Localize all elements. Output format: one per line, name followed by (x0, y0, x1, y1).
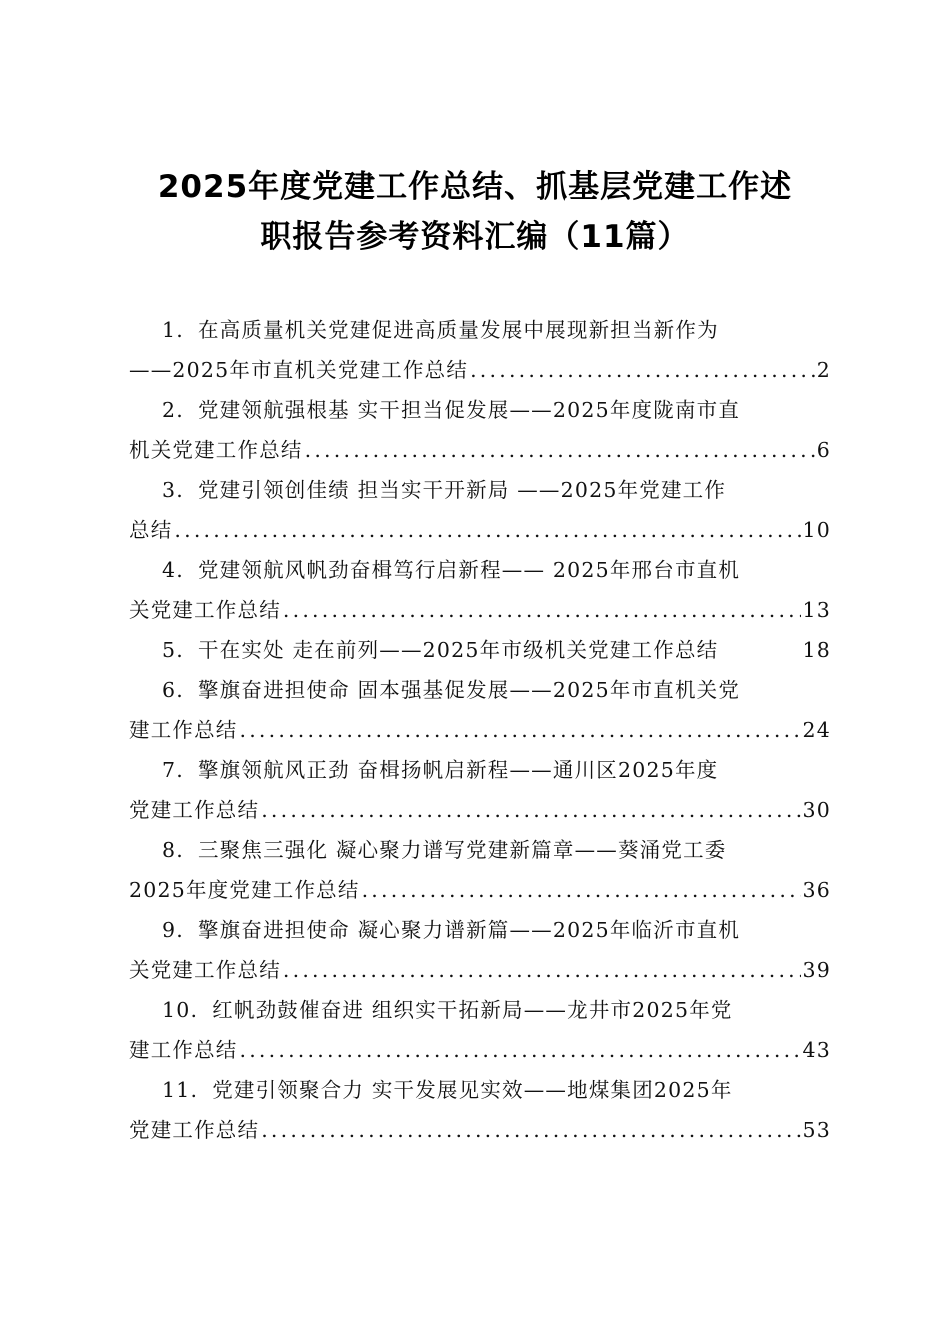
toc-entry-title-line2: 机关党建工作总结 (129, 438, 303, 462)
toc-entry-page: 18 (802, 638, 831, 662)
toc-entry-number: 10. (162, 998, 199, 1022)
toc-entry-page: 30 (802, 798, 831, 822)
toc-entry-title-line2: 建工作总结 (129, 718, 238, 742)
toc-entry-page: 10 (802, 518, 831, 542)
toc-entry-number: 6. (162, 678, 184, 702)
toc-entry-1[interactable] (129, 310, 831, 390)
dot-leader (240, 710, 801, 750)
toc-entry-title-line2: 关党建工作总结 (129, 958, 281, 982)
toc-entry-3[interactable] (129, 470, 831, 550)
toc-entry-title-line1: 擎旗领航风正劲 奋楫扬帆启新程——通川区2025年度 (197, 758, 719, 782)
dot-leader (283, 950, 801, 990)
dot-leader (261, 790, 800, 830)
toc-entry-page: 6 (816, 438, 831, 462)
toc-entry-number: 3. (162, 478, 184, 502)
toc-entry-number: 8. (162, 838, 184, 862)
toc-entry-page: 2 (816, 358, 831, 382)
toc-entry-5[interactable] (129, 630, 831, 670)
dot-leader (174, 510, 800, 550)
toc-entry-number: 11. (162, 1078, 199, 1102)
table-of-contents (129, 310, 831, 1150)
toc-entry-title-line2: 总结 (129, 518, 173, 542)
toc-entry-title-line1: 在高质量机关党建促进高质量发展中展现新担当新作为 (197, 318, 719, 342)
toc-entry-number: 9. (162, 918, 184, 942)
toc-entry-7[interactable] (129, 750, 831, 830)
toc-entry-number: 1. (162, 318, 184, 342)
toc-entry-9[interactable] (129, 910, 831, 990)
dot-leader (470, 350, 815, 390)
toc-entry-11[interactable] (129, 1070, 831, 1150)
toc-entry-title-line1: 擎旗奋进担使命 固本强基促发展——2025年市直机关党 (197, 678, 741, 702)
toc-entry-title-line1: 党建引领聚合力 实干发展见实效——地煤集团2025年 (212, 1078, 733, 1102)
dot-leader (305, 430, 815, 470)
toc-entry-title-line2: 2025年度党建工作总结 (129, 878, 360, 902)
toc-entry-title-line1: 干在实处 走在前列——2025年市级机关党建工作总结 (197, 638, 719, 662)
toc-entry-page: 43 (802, 1038, 831, 1062)
dot-leader (283, 590, 801, 630)
toc-entry-title-line1: 擎旗奋进担使命 凝心聚力谱新篇——2025年临沂市直机 (197, 918, 741, 942)
toc-entry-number: 4. (162, 558, 184, 582)
toc-entry-4[interactable] (129, 550, 831, 630)
dot-leader (362, 870, 801, 910)
toc-entry-10[interactable] (129, 990, 831, 1070)
toc-entry-title-line2: ——2025年市直机关党建工作总结 (129, 358, 469, 382)
dot-leader (261, 1110, 800, 1150)
toc-entry-title-line2: 党建工作总结 (129, 798, 260, 822)
toc-entry-title-line1: 三聚焦三强化 凝心聚力谱写党建新篇章——葵涌党工委 (197, 838, 727, 862)
toc-entry-page: 13 (802, 598, 831, 622)
toc-entry-title-line1: 党建领航风帆劲奋楫笃行启新程—— 2025年邢台市直机 (197, 558, 741, 582)
toc-entry-page: 36 (802, 878, 831, 902)
toc-entry-title-line2: 党建工作总结 (129, 1118, 260, 1142)
toc-entry-title-line1: 红帆劲鼓催奋进 组织实干拓新局——龙井市2025年党 (212, 998, 733, 1022)
toc-entry-page: 39 (802, 958, 831, 982)
document-title (100, 162, 850, 262)
toc-entry-number: 5. (162, 638, 184, 662)
toc-entry-page: 53 (802, 1118, 831, 1142)
title-line-1: 2025年度党建工作总结、抓基层党建工作述 (157, 169, 793, 205)
toc-entry-title-line1: 党建领航强根基 实干担当促发展——2025年度陇南市直 (197, 398, 741, 422)
toc-entry-2[interactable] (129, 390, 831, 470)
toc-entry-title-line1: 党建引领创佳绩 担当实干开新局 ——2025年党建工作 (197, 478, 727, 502)
toc-entry-6[interactable] (129, 670, 831, 750)
toc-entry-page: 24 (802, 718, 831, 742)
toc-entry-number: 7. (162, 758, 184, 782)
toc-entry-title-line2: 关党建工作总结 (129, 598, 281, 622)
dot-leader (240, 1030, 801, 1070)
toc-entry-8[interactable] (129, 830, 831, 910)
toc-entry-number: 2. (162, 398, 184, 422)
toc-entry-title-line2: 建工作总结 (129, 1038, 238, 1062)
title-line-2: 职报告参考资料汇编（11篇） (260, 219, 690, 255)
